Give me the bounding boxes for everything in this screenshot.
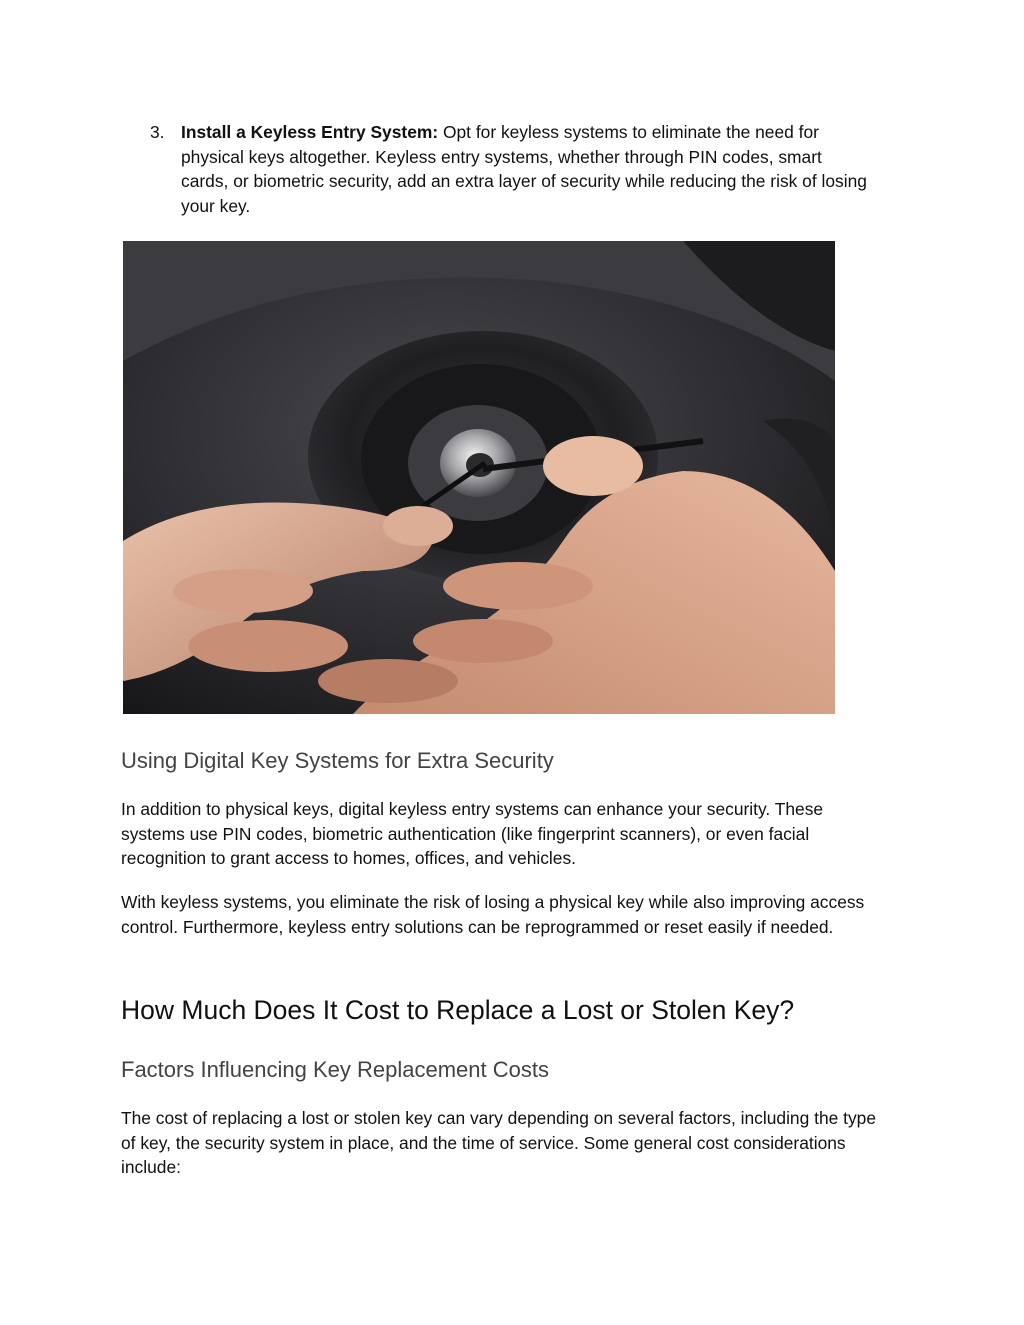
- paragraph-cost-factors: The cost of replacing a lost or stolen key can vary depending on several factors, including the type of key, the security system in place, and the time of service. Some general cost considerations include:: [121, 1108, 876, 1177]
- numbered-list-item: [150, 120, 870, 218]
- section-heading-digital-keys: Using Digital Key Systems for Extra Security: [121, 748, 554, 773]
- list-item-text: Opt for keyless systems to eliminate the need for physical keys altogether. Keyless entry systems, whether through PIN codes, smart cards, or biometric security, add an extra layer of security while reducing the risk of losing your key.: [181, 122, 867, 216]
- ignition-lockpick-photo: [123, 241, 835, 714]
- paragraph-digital-intro: In addition to physical keys, digital keyless entry systems can enhance your security. These systems use PIN codes, biometric authentication (like fingerprint scanners), or even facial recognition to grant access to homes, offices, and vehicles.: [121, 799, 824, 868]
- section-heading-cost: How Much Does It Cost to Replace a Lost or Stolen Key?: [121, 995, 795, 1025]
- paragraph-digital-benefits: With keyless systems, you eliminate the risk of losing a physical key while also improving access control. Furthermore, keyless entry solutions can be reprogrammed or reset easily if needed.: [121, 892, 865, 937]
- list-item-body: [181, 120, 870, 218]
- subsection-heading-cost-factors: Factors Influencing Key Replacement Costs: [121, 1057, 549, 1082]
- list-number: 3.: [150, 122, 165, 142]
- list-item-term: Install a Keyless Entry System:: [181, 122, 439, 142]
